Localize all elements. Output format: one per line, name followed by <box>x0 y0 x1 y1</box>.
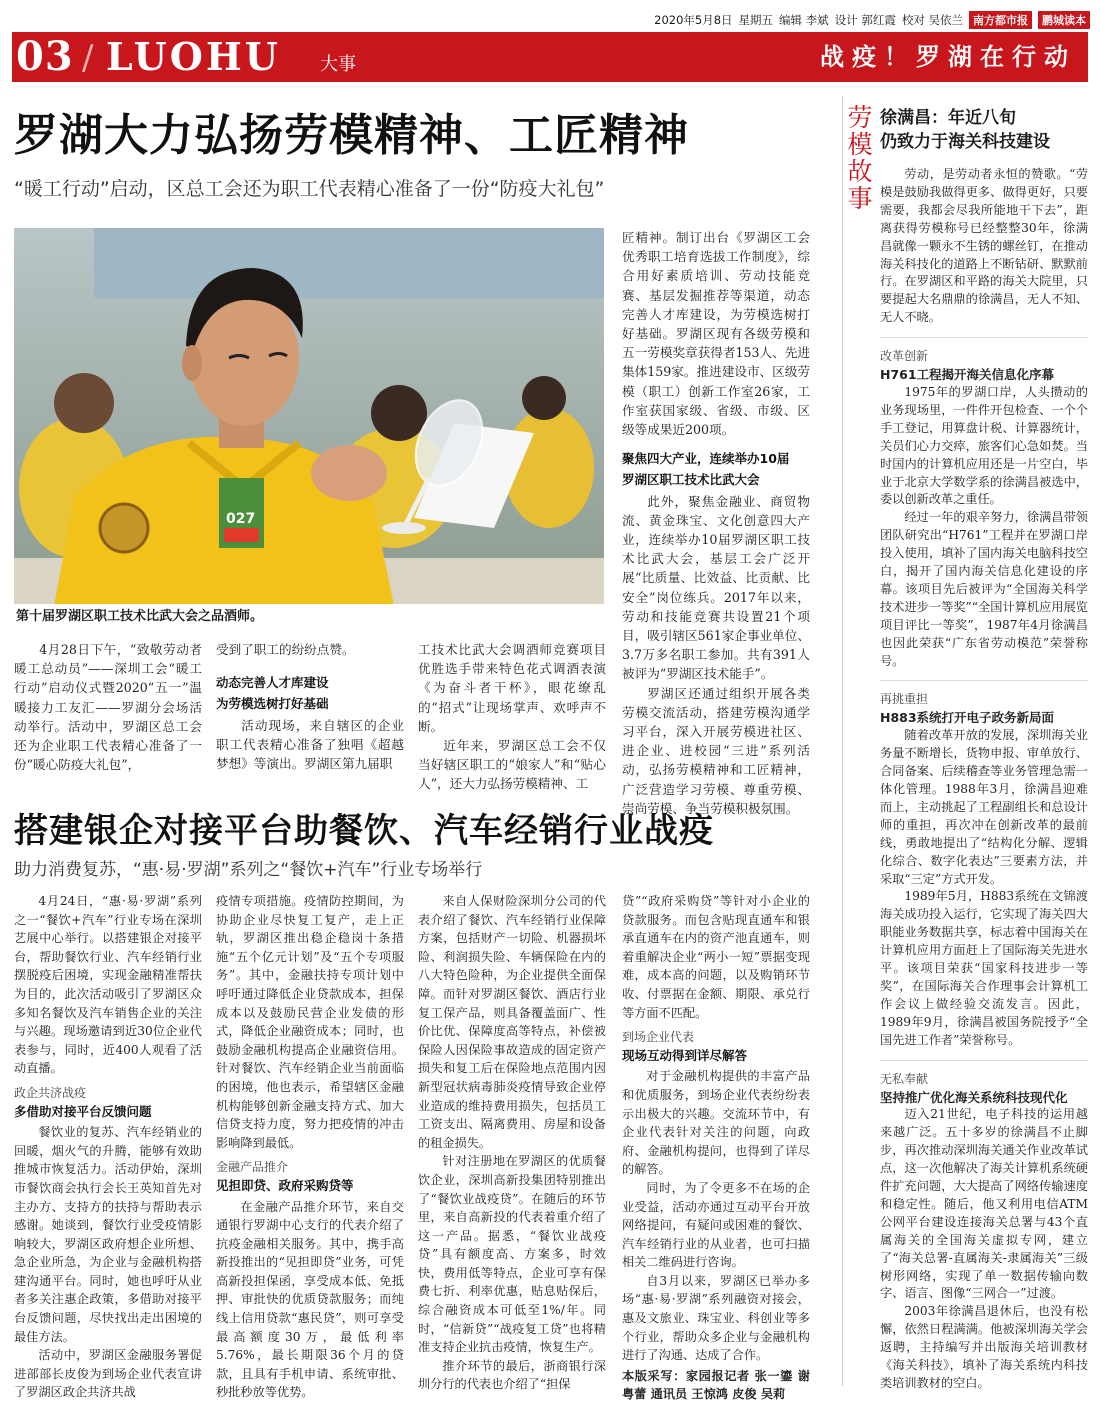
story2-column-4 <box>622 892 810 1404</box>
story2-col3-body-1: 来自人保财险深圳分公司的代表介绍了餐饮、汽车经销行业保障方案，包括财产一切险、机器损坏险、利润损失险、车辆保险在内的八大特色险种，为企业提供全面保障。而针对罗湖区餐饮、酒店行业复工保产品，则具备覆盖面广、性价比优、保障度高等特点，补偿被保险人因保险事故造成的固定资产损失和复工后在保险地点范围内因新型冠状病毒肺炎疫情导致企业停业造成的维持费用损失，包括员工工资支出、隔离费用、房屋和设备的租金损失。 <box>418 894 606 1150</box>
story1-column-3 <box>418 640 606 794</box>
story2-column-2 <box>216 892 404 1402</box>
story1-col2-subhead-1: 动态完善人才库建设 <box>216 675 329 691</box>
issue-date: 2020年5月8日 <box>654 13 733 27</box>
sidebar-rule-2 <box>880 680 1088 681</box>
story2-column-1 <box>14 892 202 1402</box>
publication-meta-line <box>580 10 1090 30</box>
masthead-slash: / <box>82 38 94 78</box>
story2-byline: 本版采写：家园报记者 张一鎏 谢粤蕾 通讯员 王惊鸿 皮俊 吴莉 <box>622 1368 810 1402</box>
story2-col2-body-2: 在金融产品推介环节，来自交通银行罗湖中心支行的代表介绍了抗疫金融相关服务。其中，携手高新投推出的“见担即贷”业务，可凭高新投担保函，享受成本低、免抵押、审批快的优质贷款服务；而纯线上信用贷款“惠民贷”，则可享受最高额度30万，最低利率5.76%，最长期限36个月的贷款，且具有手机申请、系统审批、秒批秒放等优势。 <box>216 1199 404 1400</box>
story1-col1-body: 4月28日下午，“致敬劳动者 暖工总动员”——深圳工会“暖工行动”启动仪式暨2020“五一”温暖接力工友汇——罗湖分会场活动举行。活动中，罗湖区总工会还为企业职工代表精心准备了一份“暖心防疫大礼包”， <box>14 642 202 773</box>
story2-col3-body-3: 推介环节的最后，浙商银行深圳分行的代表也介绍了“担保 <box>418 1358 606 1392</box>
section-subname: 大事 <box>320 54 356 75</box>
story2-col2-subhead: 见担即贷、政府采购贷等 <box>216 1177 354 1193</box>
sidebar-body <box>880 166 1088 1393</box>
story1-deck: “暖工行动”启动，区总工会还为职工代表精心准备了一份“防疫大礼包” <box>14 178 605 200</box>
sidebar-vertical-label-text: 劳 模 故 事 <box>847 103 873 213</box>
supplement-logo: 鹏城读本 <box>1038 11 1090 29</box>
story2-col2-kicker: 金融产品推介 <box>216 1160 289 1175</box>
story1-col2-subhead-2: 为劳模选树打好基础 <box>216 696 329 712</box>
story2-col4-body-3: 同时，为了令更多不在场的企业受益，活动亦通过互动平台开放网络提问，有疑问或困难的餐饮、汽车经销行业的从业者，也可扫描相关二维码进行咨询。 <box>622 1180 810 1270</box>
story1-col4-subhead-1: 聚焦四大产业，连续举办10届 <box>622 451 790 467</box>
newspaper-logo: 南方都市报 <box>969 11 1032 29</box>
contestant-number-badge: 027 <box>226 511 256 527</box>
sidebar-s2-kicker: 再挑重担 <box>880 692 929 707</box>
sidebar-s1-head: H761工程揭开海关信息化序幕 <box>880 367 1055 383</box>
story2-col4-body-2: 对于金融机构提供的丰富产品和优质服务，到场企业代表纷纷表示出极大的兴趣。交流环节中，有企业代表针对关注的问题，向政府、金融机构提问，也得到了详尽的解答。 <box>622 1069 810 1177</box>
story1-col2-lead: 受到了职工的纷纷点赞。 <box>216 642 355 657</box>
sidebar-s3-kicker: 无私奉献 <box>880 1071 929 1086</box>
sidebar-title-line-2: 仍致力于海关科技建设 <box>880 132 1050 152</box>
story2-col2-body-1: 疫情专项措施。疫情防控期间，为协助企业尽快复工复产，走上正轨，罗湖区推出稳企稳岗十条措施“五个亿元计划”及“五个专项服务”。其中，金融扶持专项计划中呼吁通过降低企业贷款成本，担保成本以及鼓励民营企业发债的形式，降低企业融资成本；同时，也鼓励金融机构提高企业融资信用。针对餐饮、汽车经销企业当前面临的困境，他也表示，希望辖区金融机构能够创新金融支持方式、加大信贷支持力度，努力把疫情的冲击影响降到最低。 <box>216 894 404 1150</box>
story1-col4-body-2: 罗湖区还通过组织开展各类劳模交流活动，搭建劳模沟通学习平台，深入开展劳模进社区、进企业、进校园“三进”系列活动，弘扬劳模精神和工匠精神，广泛营造学习劳模、尊重劳模、崇尚劳模、争当劳模积极氛围。 <box>622 685 810 816</box>
story2-col1-body-3: 活动中，罗湖区金融服务署促进部部长皮俊为到场企业代表宣讲了罗湖区政企共济共战 <box>14 1348 202 1400</box>
sidebar-s1-kicker: 改革创新 <box>880 349 929 364</box>
story1-col4-lead: 匠精神。制订出台《罗湖区工会优秀职工培育选拔工作制度》，综合用好素质培训、劳动技能竞赛、基层发掘推荐等渠道，动态完善人才库建设，为劳模选树打好基础。罗湖区现有各级劳模和五一劳模奖章获得者153人、先进集体159家。推进建设市、区级劳模（职工）创新工作室26家，工作室获国家级、省级、市级、区级等成果近200项。 <box>622 230 810 438</box>
story2-col1-body-2: 餐饮业的复苏、汽车经销业的回暖，烟火气的升腾，能够有效助推城市恢复活力。活动伊始，深圳市餐饮商会执行会长王英知首先对主办方、支持方的扶持与帮助表示感谢。她谈到，餐饮行业受疫情影响较大，罗湖区政府想企业所想、急企业所急，为企业与金融机构搭建沟通平台。同时，她也呼吁从业者多关注惠企政策，多借助对接平台反馈问题，尽快找出走出困境的最佳方法。 <box>14 1125 202 1344</box>
story1-col4-body-1: 此外，聚焦金融业、商贸物流、黄金珠宝、文化创意四大产业，连续举办10届罗湖区职工技术比武大会，基层工会广泛开展“比质量、比效益、比贡献、比安全”岗位练兵。2017年以来，劳动和技能竞赛共设置21个项目，吸引辖区561家企事业单位、3.7万多名职工参加。共有391人被评为“罗湖区技术能手”。 <box>622 493 810 682</box>
sidebar-vertical-label <box>846 104 874 212</box>
story2-col4-subhead: 现场互动得到详尽解答 <box>622 1047 748 1063</box>
sommelier-photo-illustration <box>14 228 604 606</box>
story2-col3-body-2: 针对注册地在罗湖区的优质餐饮企业，深圳高新投集团特别推出了“餐饮业战疫贷”。在随后的环节里，来自高新投的代表着重介绍了这一产品。据悉，“餐饮业战疫贷”具有额度高、方案多，时效快，费用低等特点，企业可享有保费七折、利率优惠，贴息贴保后，综合融资成本可低至1%/年。同时，“信新贷”“战疫复工贷”也将精准支持企业抗击疫情，恢复生产。 <box>418 1154 606 1355</box>
sidebar-title-line-1: 徐满昌：年近八旬 <box>880 108 1016 128</box>
section-tagline: 战疫！罗湖在行动 <box>820 43 1076 71</box>
story1-headline: 罗湖大力弘扬劳模精神、工匠精神 <box>14 110 689 161</box>
story1-col3-lead: 工技术比武大会调酒师竞赛项目优胜选手带来特色花式调酒表演《为奋斗者干杯》，眼花缭乱的“招式”让现场掌声、欢呼声不断。 <box>418 642 606 734</box>
story1-column-1 <box>14 640 202 774</box>
sidebar-s3-body-2: 2003年徐满昌退休后，也没有松懈，依然日程满满。他被深圳海关学会返聘，主持编写并出版海关培训教材《海关科技》，填补了海关系统内科技类培训教材的空白。 <box>880 1304 1088 1390</box>
story2-col1-subhead: 多借助对接平台反馈问题 <box>14 1103 152 1119</box>
sidebar-s1-body-1: 1975年的罗湖口岸，人头攒动的业务现场里，一件件开包检查、一个个手工登记，用算盘计税、计算器统计，关员们心力交瘁，旅客们心急如焚。当时国内的计算机应用还是一片空白，毕业于北京大学数学系的徐满昌被选中，委以创新改革之重任。 <box>880 384 1088 507</box>
designer-credit: 设计 郭红霞 <box>834 13 896 27</box>
story1-column-4 <box>622 228 810 818</box>
sidebar-divider <box>842 96 843 1386</box>
sidebar-title <box>880 106 1090 154</box>
sidebar-intro: 劳动，是劳动者永恒的赞歌。“劳模是鼓励我做得更多、做得更好，只要需要，我都会尽我所能地干下去”，距离获得劳模称号已经整整30年，徐满昌就像一颗永不生锈的螺丝钉，在推动海关科技化的道路上不断钻研、默默前行。在罗湖区和平路的海关大院里，只要提起大名鼎鼎的徐满昌，无人不知、无人不晓。 <box>880 167 1088 325</box>
story1-col4-subhead-2: 罗湖区职工技术比武大会 <box>622 472 760 488</box>
story2-col1-body-1: 4月24日，“惠·易·罗湖”系列之一“餐饮+汽车”行业专场在深圳艺展中心举行。以搭建银企对接平台，帮助餐饮行业、汽车经销行业摆脱疫后困境，实现金融精准帮扶为目的，此次活动吸引了罗湖区众多知名餐饮及汽车销售企业的关注与兴趣。现场邀请到近30位企业代表参与，同时，近400人观看了活动直播。 <box>14 894 202 1076</box>
story2-col1-kicker: 政企共济战疫 <box>14 1085 87 1100</box>
sidebar-s2-head: H883系统打开电子政务新局面 <box>880 710 1055 726</box>
story2-headline: 搭建银企对接平台助餐饮、汽车经销行业战疫 <box>14 811 714 851</box>
story2-deck: 助力消费复苏，“惠·易·罗湖”系列之“餐饮+汽车”行业专场举行 <box>14 860 483 880</box>
story2-col4-body-4: 自3月以来，罗湖区已举办多场“惠·易·罗湖”系列融资对接会，惠及文旅业、珠宝业、科创业等多个行业，帮助众多企业与金融机构进行了沟通、达成了合作。 <box>622 1273 810 1363</box>
story2-col4-body-1: 贷”“政府采购贷”等针对小企业的贷款服务。而包含贴现直通车和银承直通车在内的资产池直通车，则着重解决企业“两小一短”票据变现难，成本高的问题，以及购销环节收、付票据在金额、期限、承兑行等方面不匹配。 <box>622 894 810 1020</box>
sidebar-s3-body-1: 迈入21世纪，电子科技的运用越来越广泛。五十多岁的徐满昌不止脚步，再次推动深圳海关通关作业改革试点，这一次他解决了海关计算机系统硬件扩充问题，大大提高了网络传输速度和稳定性。随后，他又利用电信ATM公网平台建设连接海关总署与43个直属海关的全国海关虚拟专网，建立了“海关总署-直属海关-隶属海关”三级树形网络，实现了单一数据传输向数字、语言、图像“三网合一”过渡。 <box>880 1107 1088 1301</box>
story1-col2-body: 活动现场，来自辖区的企业职工代表精心准备了独唱《超越梦想》等演出。罗湖区第九届职 <box>216 717 404 772</box>
story1-photo <box>14 228 604 606</box>
sidebar-s3-head: 坚持推广优化海关系统科技现代化 <box>880 1089 1068 1105</box>
story1-column-2 <box>216 640 404 773</box>
sidebar-rule-1 <box>880 337 1088 338</box>
proofreader-credit: 校对 吴依兰 <box>901 13 963 27</box>
page-number: 03 <box>16 33 74 80</box>
story2-column-3 <box>418 892 606 1394</box>
story1-photo-caption: 第十届罗湖区职工技术比武大会之品酒师。 <box>14 604 604 625</box>
sidebar-s2-body-2: 1989年5月，H883系统在文锦渡海关成功投入运行，它实现了海关四大职能业务数据共享，标志着中国海关在计算机应用方面赶上了国际海关先进水平。该项目荣获“国家科技进步一等奖”，在国际海关合作理事会计算机工作会议上做经验交流发言。因此，1989年9月，徐满昌被国务院授予“全国先进工作者”荣誉称号。 <box>880 889 1088 1047</box>
editor-credit: 编辑 李斌 <box>779 13 829 27</box>
issue-weekday: 星期五 <box>738 13 774 27</box>
sidebar-s1-body-2: 经过一年的艰辛努力，徐满昌带领团队研究出“H761”工程并在罗湖口岸投入使用，填补了国内海关电脑科技空白，揭开了国内海关信息化建设的序幕。该项目先后被评为“全国海关科学技术进步一等奖”“全国计算机应用展览项目评比一等奖”，1987年4月徐满昌也因此荣获“广东省劳动模范”荣誉称号。 <box>880 510 1088 668</box>
sidebar-rule-3 <box>880 1060 1088 1061</box>
section-name: LUOHU <box>106 34 281 79</box>
story2-col4-kicker: 到场企业代表 <box>622 1030 695 1045</box>
story1-col3-body: 近年来，罗湖区总工会不仅当好辖区职工的“娘家人”和“贴心人”，还大力弘扬劳模精神、工 <box>418 738 606 792</box>
sidebar-s2-body-1: 随着改革开放的发展，深圳海关业务量不断增长，货物申报、审单放行、合同备案、后续稽查等业务管理急需一体化管理。1988年3月，徐满昌迎难而上，主动挑起了工程副组长和总设计师的重担，再次冲在创新改革的最前线，勇敢地提出了“结构化分解、逻辑化综合、数字化表达”三要素方法，并采取“三定”方式开发。 <box>880 728 1088 886</box>
